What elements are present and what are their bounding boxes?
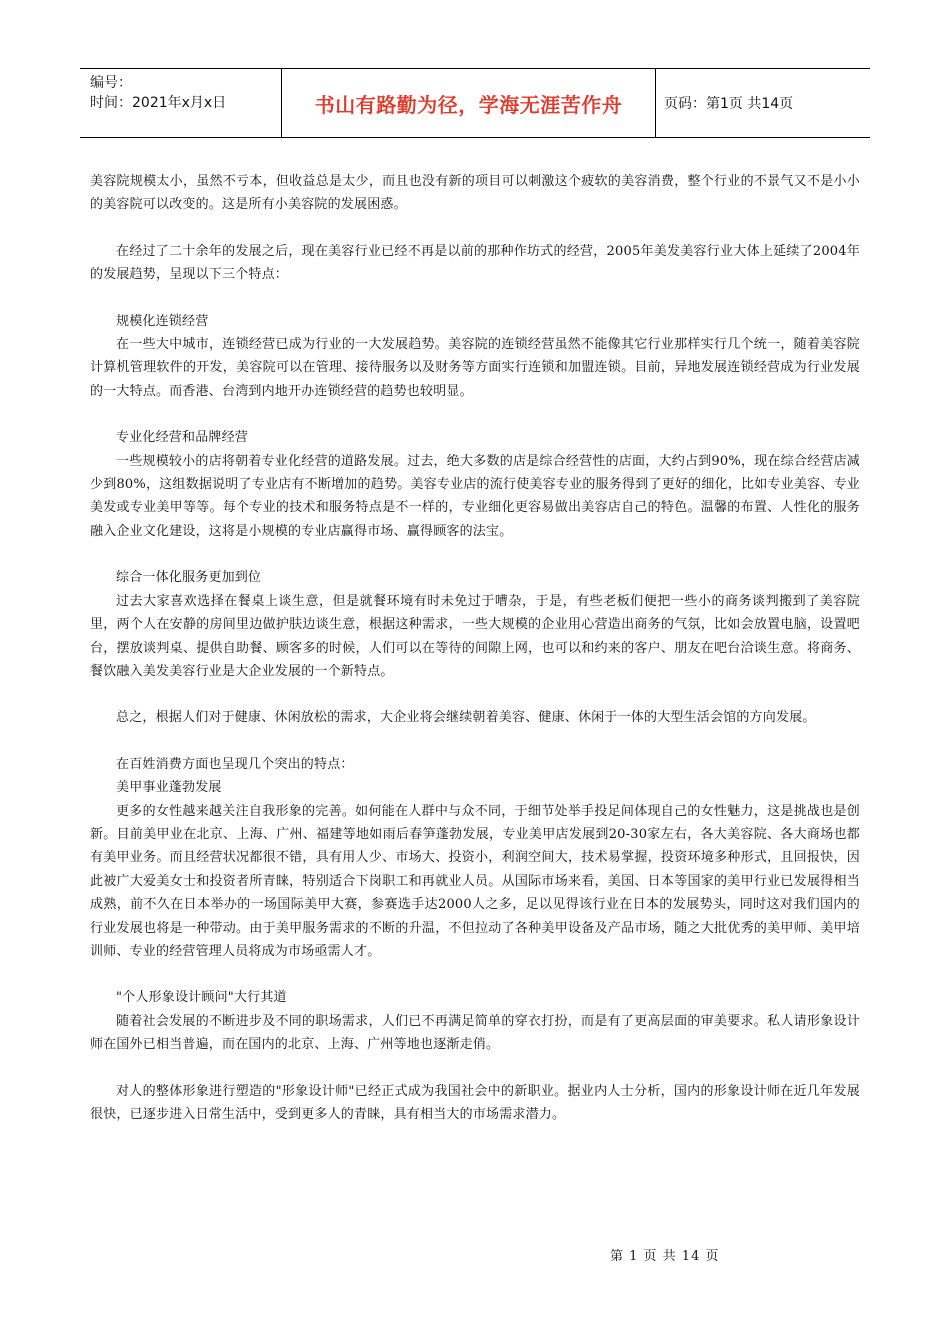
- paragraph: 在一些大中城市，连锁经营已成为行业的一大发展趋势。美容院的连锁经营虽然不能像其它行业那样实行几个统一，随着美容院计算机管理软件的开发，美容院可以在管理、接待服务以及财务等方面实行连锁和加盟连锁。目前，异地发展连锁经营成为行业发展的一大特点。而香港、台湾到内地开办连锁经营的趋势也较明显。: [90, 337, 860, 399]
- paragraph: 在百姓消费方面也呈现几个突出的特点：: [116, 756, 354, 772]
- section-heading: 综合一体化服务更加到位: [116, 570, 262, 586]
- section-heading: 美甲事业蓬勃发展: [116, 780, 222, 796]
- paragraph: 随着社会发展的不断进步及不同的职场需求，人们已不再满足简单的穿衣打扮，而是有了更高层面的审美要求。私人请形象设计师在国外已相当普遍，而在国内的北京、上海、广州等地也逐渐走俏。: [90, 1013, 860, 1053]
- paragraph: 美容院规模太小，虽然不亏本，但收益总是太少，而且也没有新的项目可以刺激这个疲软的美容消费，整个行业的不景气又不是小小的美容院可以改变的。这是所有小美容院的发展困惑。: [90, 174, 860, 213]
- paragraph: 更多的女性越来越关注自我形象的完善。如何能在人群中与众不同，于细节处举手投足间体现自己的女性魅力，这是挑战也是创新。目前美甲业在北京、上海、广州、福建等地如雨后春笋蓬勃发展，专业美甲店发展到20-30家左右，各大美容院、各大商场也都有美甲业务。而且经营状况都很不错，具有用人少、市场大、投资小，利润空间大，技术易掌握，投资环境多种形式，且回报快，因此被广大爱美女士和投资者所青睐，特别适合下岗职工和再就业人员。从国际市场来看，美国、日本等国家的美甲行业已发展得相当成熟，前不久在日本举办的一场国际美甲大赛，参赛选手达2000人之多，足以见得该行业在日本的发展势头，同时这对我们国内的行业发展也将是一种带动。由于美甲服务需求的不断的升温，不但拉动了各种美甲设备及产品市场，随之大批优秀的美甲师、美甲培训师、专业的经营管理人员将成为市场亟需人才。: [90, 803, 860, 959]
- paragraph: 在经过了二十余年的发展之后，现在美容行业已经不再是以前的那种作坊式的经营，2005年美发美容行业大体上延续了2004年的发展趋势，呈现以下三个特点：: [90, 243, 860, 283]
- page-header: [80, 68, 870, 138]
- paragraph: 对人的整体形象进行塑造的"形象设计师"已经正式成为我国社会中的新职业。据业内人士分析，国内的形象设计师在近几年发展很快，已逐步进入日常生活中，受到更多人的青睐，具有相当大的市场需求潜力。: [90, 1083, 860, 1122]
- paragraph: 总之，根据人们对于健康、休闲放松的需求，大企业将会继续朝着美容、健康、休闲于一体的大型生活会馆的方向发展。: [116, 710, 816, 726]
- section-heading: 规模化连锁经营: [116, 313, 209, 329]
- header-page-number: 页码：第1页 共14页: [664, 96, 794, 112]
- document-body: [90, 170, 860, 1126]
- header-meta: [80, 69, 282, 137]
- section-heading: "个人形象设计顾问"大行其道: [116, 990, 287, 1006]
- document-date: 时间：2021年x月x日: [90, 95, 227, 111]
- paragraph: 一些规模较小的店将朝着专业化经营的道路发展。过去，绝大多数的店是综合经营性的店面，大约占到90%，现在综合经营店减少到80%，这组数据说明了专业店有不断增加的趋势。美容专业店的流行使美容专业的服务得到了更好的细化，比如专业美容、专业美发或专业美甲等等。每个专业的技术和服务特点是不一样的，专业细化更容易做出美容店自己的特色。温馨的布置、人性化的服务融入企业文化建设，这将是小规模的专业店赢得市场、赢得顾客的法宝。: [90, 453, 860, 539]
- document-number: 编号：: [90, 75, 132, 91]
- header-motto: 书山有路勤为径，学海无涯苦作舟: [282, 69, 656, 137]
- section-heading: 专业化经营和品牌经营: [116, 430, 249, 446]
- page-footer: 第 1 页 共 14 页: [610, 1249, 720, 1264]
- paragraph: 过去大家喜欢选择在餐桌上谈生意，但是就餐环境有时未免过于嘈杂，于是，有些老板们便把一些小的商务谈判搬到了美容院里，两个人在安静的房间里边做护肤边谈生意，根据这种需求，一些大规模的企业用心营造出商务的气氛，比如会放置电脑，设置吧台，摆放谈判桌、提供自助餐、顾客多的时候，人们可以在等待的间隙上网，也可以和约来的客户、朋友在吧台洽谈生意。将商务、餐饮融入美发美容行业是大企业发展的一个新特点。: [90, 593, 860, 679]
